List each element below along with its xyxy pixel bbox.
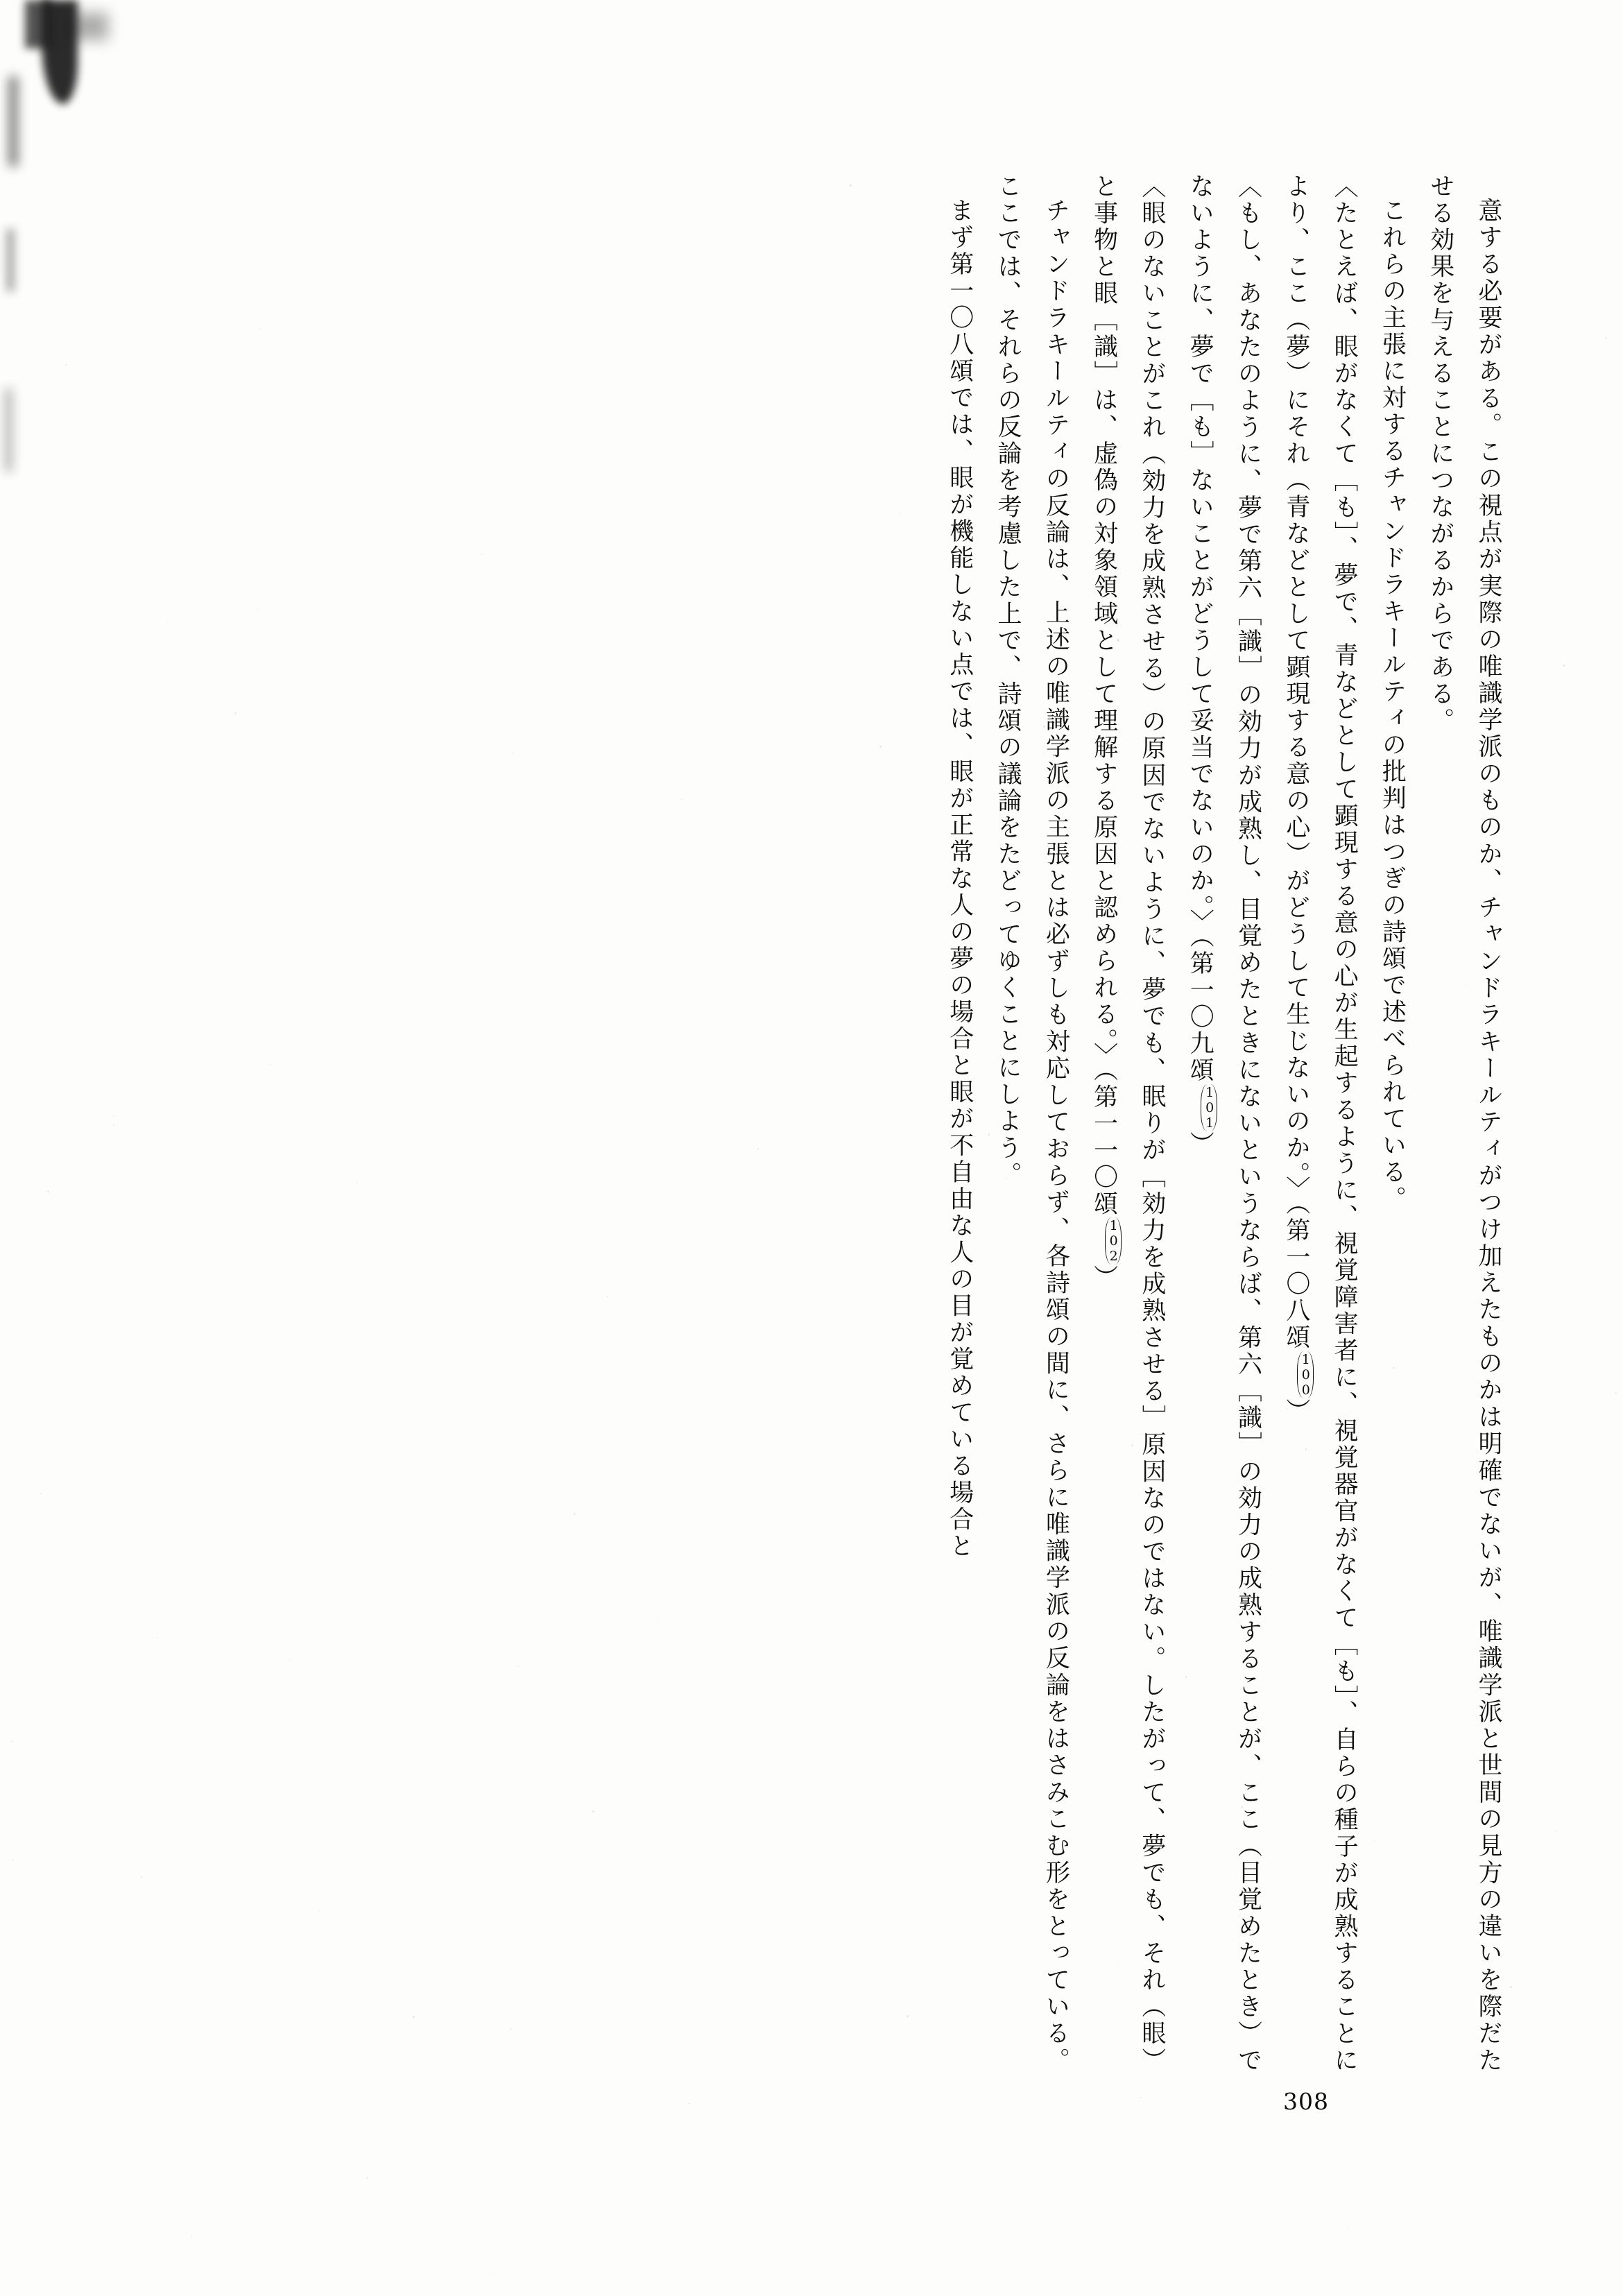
paper-speck xyxy=(413,2016,415,2018)
paper-speck xyxy=(1185,1676,1187,1678)
paper-speck xyxy=(658,1616,659,1618)
page-number: 308 xyxy=(1283,2088,1329,2115)
paper-speck xyxy=(1605,337,1607,339)
paper-speck xyxy=(1615,1392,1617,1394)
verse-quote-109-text: 〈もし、あなたのように、夢で第六［識］の効力が成熟し、目覚めたときにないというならば、第六［識］の効力の成熟することが、ここ（目覚めたとき）でないように、夢で［も］ないことがどうして妥当でないのか。〉（第一〇九頌 xyxy=(1186,173,1262,2075)
paper-speck xyxy=(318,1910,320,1912)
paragraph-7 xyxy=(935,173,983,2074)
footnote-marker-100 xyxy=(1292,1351,1319,1398)
paper-speck xyxy=(259,328,261,329)
paper-speck xyxy=(140,541,141,542)
paragraph-2-text: これらの主張に対するチャンドラキールティの批判はつぎの詩頌で述べられている。 xyxy=(1378,198,1407,1213)
paper-speck xyxy=(1006,1178,1007,1179)
paper-speck xyxy=(688,2102,690,2105)
scan-artifact-smudge xyxy=(25,0,51,49)
paper-speck xyxy=(12,1859,14,1861)
verse-quote-110 xyxy=(1079,173,1176,2074)
paragraph-7-text: まず第一〇八頌では、眼が機能しない点では、眼が正常な人の夢の場合と眼が不自由な人の目が覚めている場合と xyxy=(945,198,974,1560)
paper-speck xyxy=(40,1493,42,1495)
paper-speck xyxy=(1563,665,1565,666)
paper-speck xyxy=(490,2274,492,2275)
scan-artifact-edge-mark xyxy=(8,76,18,166)
verse-quote-108 xyxy=(1272,173,1368,2074)
paper-speck xyxy=(289,1660,291,1661)
verse-quote-108-close: ） xyxy=(1282,1398,1310,1425)
paper-speck xyxy=(113,1124,114,1126)
paper-speck xyxy=(113,1115,114,1117)
paper-speck xyxy=(1305,1448,1307,1450)
paper-speck xyxy=(1140,2097,1142,2099)
paper-speck xyxy=(1043,726,1045,728)
paper-speck xyxy=(574,1513,576,1515)
paragraph-1-text: 意する必要がある。この視点が実際の唯識学派のものか、チャンドラキールティがつけ加えたものかは明確でないが、唯識学派と世間の見方の違いを際だたせる効果を与えることにつながるからである。 xyxy=(1426,173,1502,2075)
paragraph-6-text: チャンドラキールティの反論は、上述の唯識学派の主張とは必ずしも対応しておらず、各詩頌の間に、さらに唯識学派の反論をはさみこむ形をとっている。ここでは、それらの反論を考慮した上で、詩頌の議論をたどってゆくことにしよう。 xyxy=(994,173,1070,2074)
verse-quote-110-close: ） xyxy=(1090,1265,1118,1292)
paragraph-1 xyxy=(1416,173,1512,2074)
footnote-marker-102-number: 102 xyxy=(1106,1218,1122,1264)
scan-artifact-edge-mark xyxy=(6,388,12,472)
paper-speck xyxy=(11,1740,13,1742)
paper-speck xyxy=(757,1148,758,1149)
paper-speck xyxy=(1556,1831,1557,1832)
paper-speck xyxy=(510,2028,512,2030)
paper-speck xyxy=(65,364,67,366)
footnote-marker-101-number: 101 xyxy=(1202,1084,1218,1131)
paper-speck xyxy=(1583,97,1584,98)
footnote-marker-100-number: 100 xyxy=(1298,1351,1314,1398)
paper-speck xyxy=(1117,639,1119,641)
paper-speck xyxy=(481,554,483,556)
paragraph-6 xyxy=(984,173,1080,2074)
paper-speck xyxy=(47,1191,49,1192)
paper-speck xyxy=(513,753,514,754)
paper-speck xyxy=(680,798,682,800)
paper-speck xyxy=(850,185,852,187)
paper-speck xyxy=(141,1876,142,1878)
paper-speck xyxy=(269,1064,270,1065)
paper-speck xyxy=(900,513,901,515)
paper-speck xyxy=(157,1637,158,1638)
verse-quote-109 xyxy=(1176,173,1272,2074)
paper-speck xyxy=(1131,1444,1133,1446)
verse-quote-108-text: 〈たとえば、眼がなくて［も］、夢で、青などとして顕現する意の心が生起するように、視覚障害者に、視覚器官がなくて［も］、自らの種子が成熟することにより、ここ（夢）にそれ（青などとして顕現する意の心）がどうして生じないのか。〉（第一〇八頌 xyxy=(1282,173,1359,2074)
paper-speck xyxy=(751,1345,752,1346)
scan-artifact-smudge xyxy=(67,12,108,40)
paper-speck xyxy=(1487,1167,1488,1168)
paragraph-2 xyxy=(1368,173,1416,2074)
footnote-marker-101 xyxy=(1196,1084,1223,1131)
paper-speck xyxy=(835,997,836,998)
paper-speck xyxy=(257,609,258,610)
paper-speck xyxy=(517,1665,519,1667)
paper-speck xyxy=(607,1296,608,1297)
verse-quote-109-close: ） xyxy=(1186,1131,1214,1158)
footnote-marker-102 xyxy=(1100,1217,1126,1265)
paper-speck xyxy=(427,1772,428,1773)
paper-speck xyxy=(879,746,882,748)
paper-speck xyxy=(167,622,169,623)
paper-speck xyxy=(366,2177,368,2179)
verse-quote-110-text: 〈眼のないことがこれ（効力を成熟させる）の原因でないように、夢でも、眠りが［効力を成熟させる］原因なのではない。したがって、夢でも、それ（眼）と事物と眼［識］は、虚偽の対象領域として理解する原因と認められる。〉（第一一〇頌 xyxy=(1090,173,1166,2074)
body-text-column xyxy=(935,173,1512,2074)
paper-speck xyxy=(592,1810,594,1813)
paper-speck xyxy=(1510,1986,1512,1988)
paper-speck xyxy=(234,712,237,714)
scan-artifact-edge-mark xyxy=(7,229,14,291)
paper-speck xyxy=(1465,984,1466,986)
paper-speck xyxy=(907,2015,909,2017)
